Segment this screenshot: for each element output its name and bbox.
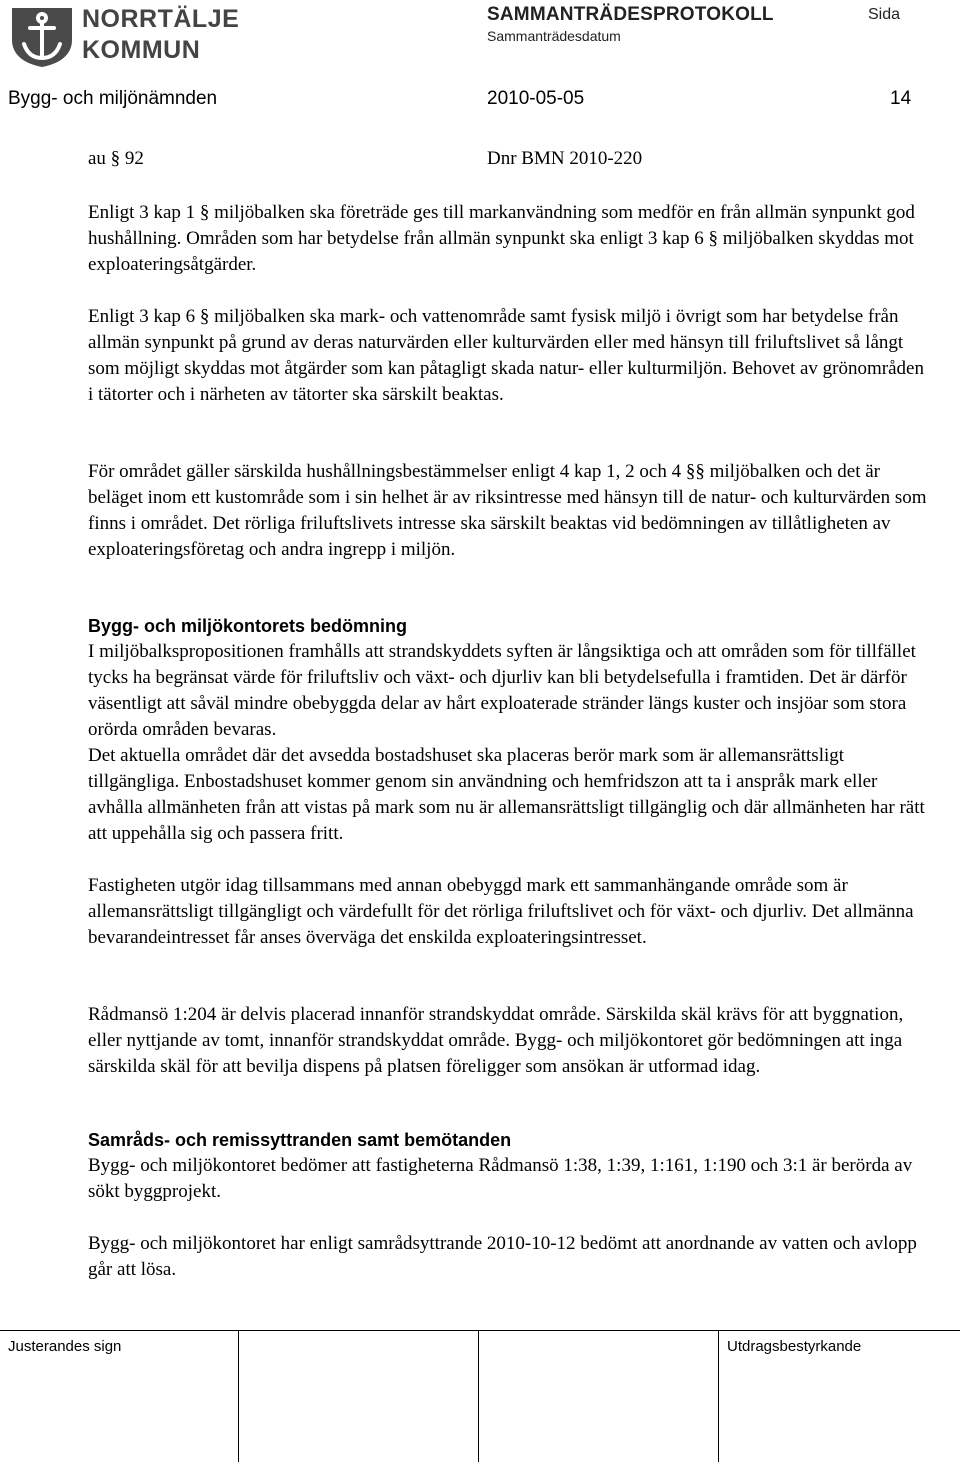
consultation-paragraph-1 [88,1153,928,1205]
paragraph-text: Enligt 3 kap 6 § miljöbalken ska mark- och vattenområde samt fysisk miljö i övrigt som har betydelse från allmän synpunkt på grund av deras naturvärden eller kulturvärden eller med hänsyn till friluftslivet så långt som möjligt skyddas mot åtgärder som kan påtagligt skada natur- eller kulturmiljön. Behovet av grönområden i tätorter och i närheten av tätorter ska särskilt beaktas. [88,306,924,405]
assessment-paragraph-3 [88,873,928,951]
signature-label: Justerandes sign [8,1338,122,1355]
case-dnr: Dnr BMN 2010-220 [487,148,643,169]
assessment-paragraph-2 [88,743,928,847]
meeting-date-label: Sammanträdesdatum [487,28,621,44]
consultation-paragraph-2 [88,1231,928,1283]
footer-column-separator [718,1330,719,1462]
footer-column-separator [478,1330,479,1462]
assessment-paragraph-4 [88,1002,928,1080]
paragraph-text: I miljöbalkspropositionen framhålls att strandskyddets syften är långsiktiga och att områden som för tillfället tycks ha begränsat värde för friluftsliv och växt- och djurliv kan bli betydelsefulla i framtiden. Det är därför väsentligt att såväl mindre obebyggda delar av hårt exploaterade stränder längs kuster och insjöar som stora orörda områden bevaras. [88,641,916,740]
paragraph-text: Bygg- och miljökontoret bedömer att fastigheterna Rådmansö 1:38, 1:39, 1:161, 1:190 och 3:1 är berörda av sökt byggprojekt. [88,1155,913,1202]
meeting-date: 2010-05-05 [487,88,585,109]
page-label: Sida [868,6,901,23]
municipality-name-line1: NORRTÄLJE [82,5,240,33]
paragraph-3 [88,459,928,563]
excerpt-certification-label: Utdragsbestyrkande [727,1338,862,1355]
paragraph-text: Fastigheten utgör idag tillsammans med annan obebyggd mark ett sammanhängande område som är allemansrättsligt tillgängligt och värdefullt för det rörliga friluftslivet och för växt- och djurliv. Det allmänna bevarandeintresset får anses överväga det enskilda exploateringsintresset. [88,875,914,948]
section-heading-assessment: Bygg- och miljökontorets bedömning [88,616,407,636]
paragraph-2 [88,304,928,408]
paragraph-1 [88,200,928,278]
municipality-name [82,4,239,66]
section-heading-consultation: Samråds- och remissyttranden samt bemötanden [88,1130,512,1150]
assessment-paragraph-1 [88,639,928,743]
committee-name: Bygg- och miljönämnden [8,88,218,109]
paragraph-text: Enligt 3 kap 1 § miljöbalken ska företräde ges till markanvändning som medför en från allmän synpunkt god hushållning. Områden som har betydelse från allmän synpunkt ska enligt 3 kap 6 § miljöbalken skyddas mot exploateringsåtgärder. [88,202,915,275]
paragraph-text: För området gäller särskilda hushållningsbestämmelser enligt 4 kap 1, 2 och 4 §§ miljöbalken och det är beläget inom ett kustområde som i sin helhet är av riksintresse med hänsyn till de natur- och kulturvärden som finns i området. Det rörliga friluftslivets intresse ska särskilt beaktas vid bedömningen av tillåtligheten av exploateringsföretag och andra ingrepp i miljön. [88,461,927,560]
municipality-name-line2: KOMMUN [82,36,201,64]
footer-divider [0,1330,960,1331]
protocol-title: SAMMANTRÄDESPROTOKOLL [487,4,774,25]
case-id: au § 92 [88,148,144,169]
paragraph-text: Det aktuella området där det avsedda bostadshuset ska placeras berör mark som är allemansrättsligt tillgängliga. Enbostadshuset kommer genom sin användning och hemfridszon att ta i anspråk mark eller avhålla allmänheten från att vistas på mark som nu är allemansrättsligt tillgänglig och där allmänheten har rätt att uppehålla sig och passera fritt. [88,745,925,844]
page-number: 14 [890,88,912,109]
paragraph-text: Bygg- och miljökontoret har enligt samrådsyttrande 2010-10-12 bedömt att anordnande av vatten och avlopp går att lösa. [88,1233,917,1280]
paragraph-text: Rådmansö 1:204 är delvis placerad innanför strandskyddat område. Särskilda skäl krävs för att byggnation, eller nyttjande av tomt, innanför strandskyddat område. Bygg- och miljökontoret gör bedömningen att inga särskilda skäl för att bevilja dispens på platsen föreligger som ansökan är utformad idag. [88,1004,904,1077]
footer-column-separator [238,1330,239,1462]
